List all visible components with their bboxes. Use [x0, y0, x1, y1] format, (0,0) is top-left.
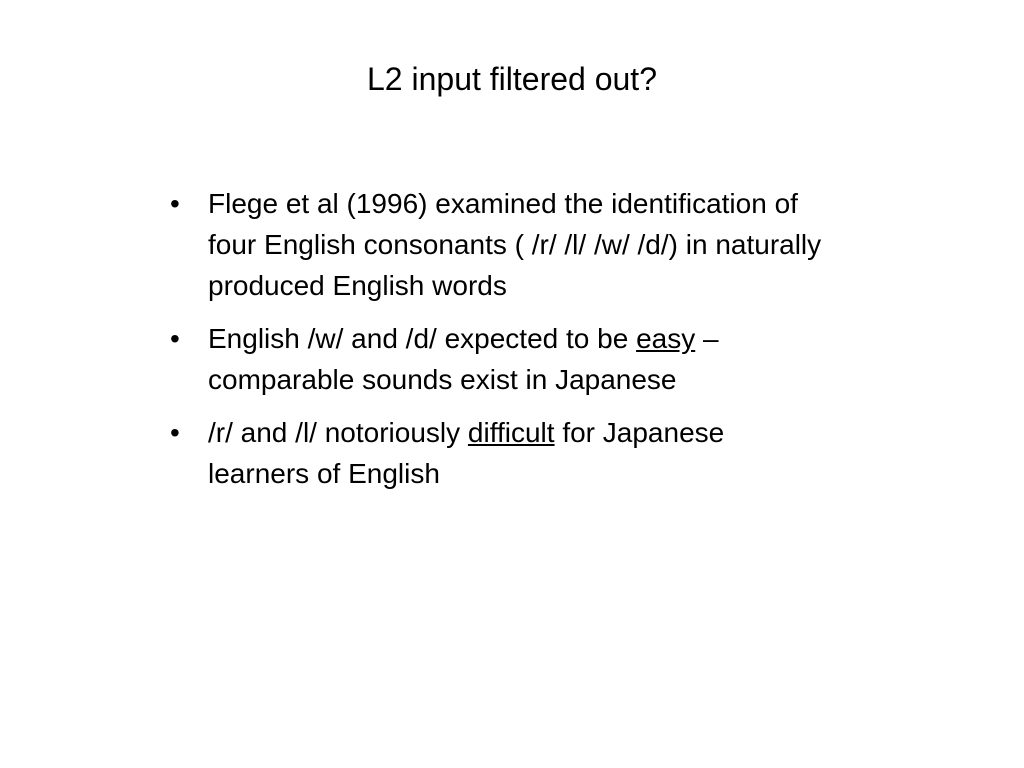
bullet-item-flege-study — [170, 183, 830, 306]
emphasis-difficult: difficult — [467, 417, 555, 448]
bullet-text: Flege et al (1996) examined the identification of four English consonants ( /r/ /l/ /w/ /d/) in naturally produced English words — [208, 188, 822, 301]
bullet-text: /r/ and /l/ notoriously — [208, 417, 468, 448]
bullet-text-continued: for Japanese learners of English — [208, 417, 725, 489]
bullet-item-easy-sounds — [170, 318, 830, 400]
bullet-item-difficult-sounds — [170, 412, 830, 494]
bullet-text-continued: – comparable sounds exist in Japanese — [208, 323, 719, 395]
slide-title: L2 input filtered out? — [367, 61, 657, 97]
bullet-marker: • — [170, 323, 180, 354]
bullet-list — [170, 183, 830, 506]
bullet-marker: • — [170, 188, 180, 219]
bullet-text: English /w/ and /d/ expected to be — [208, 323, 637, 354]
emphasis-easy: easy — [636, 323, 696, 354]
bullet-marker: • — [170, 417, 180, 448]
